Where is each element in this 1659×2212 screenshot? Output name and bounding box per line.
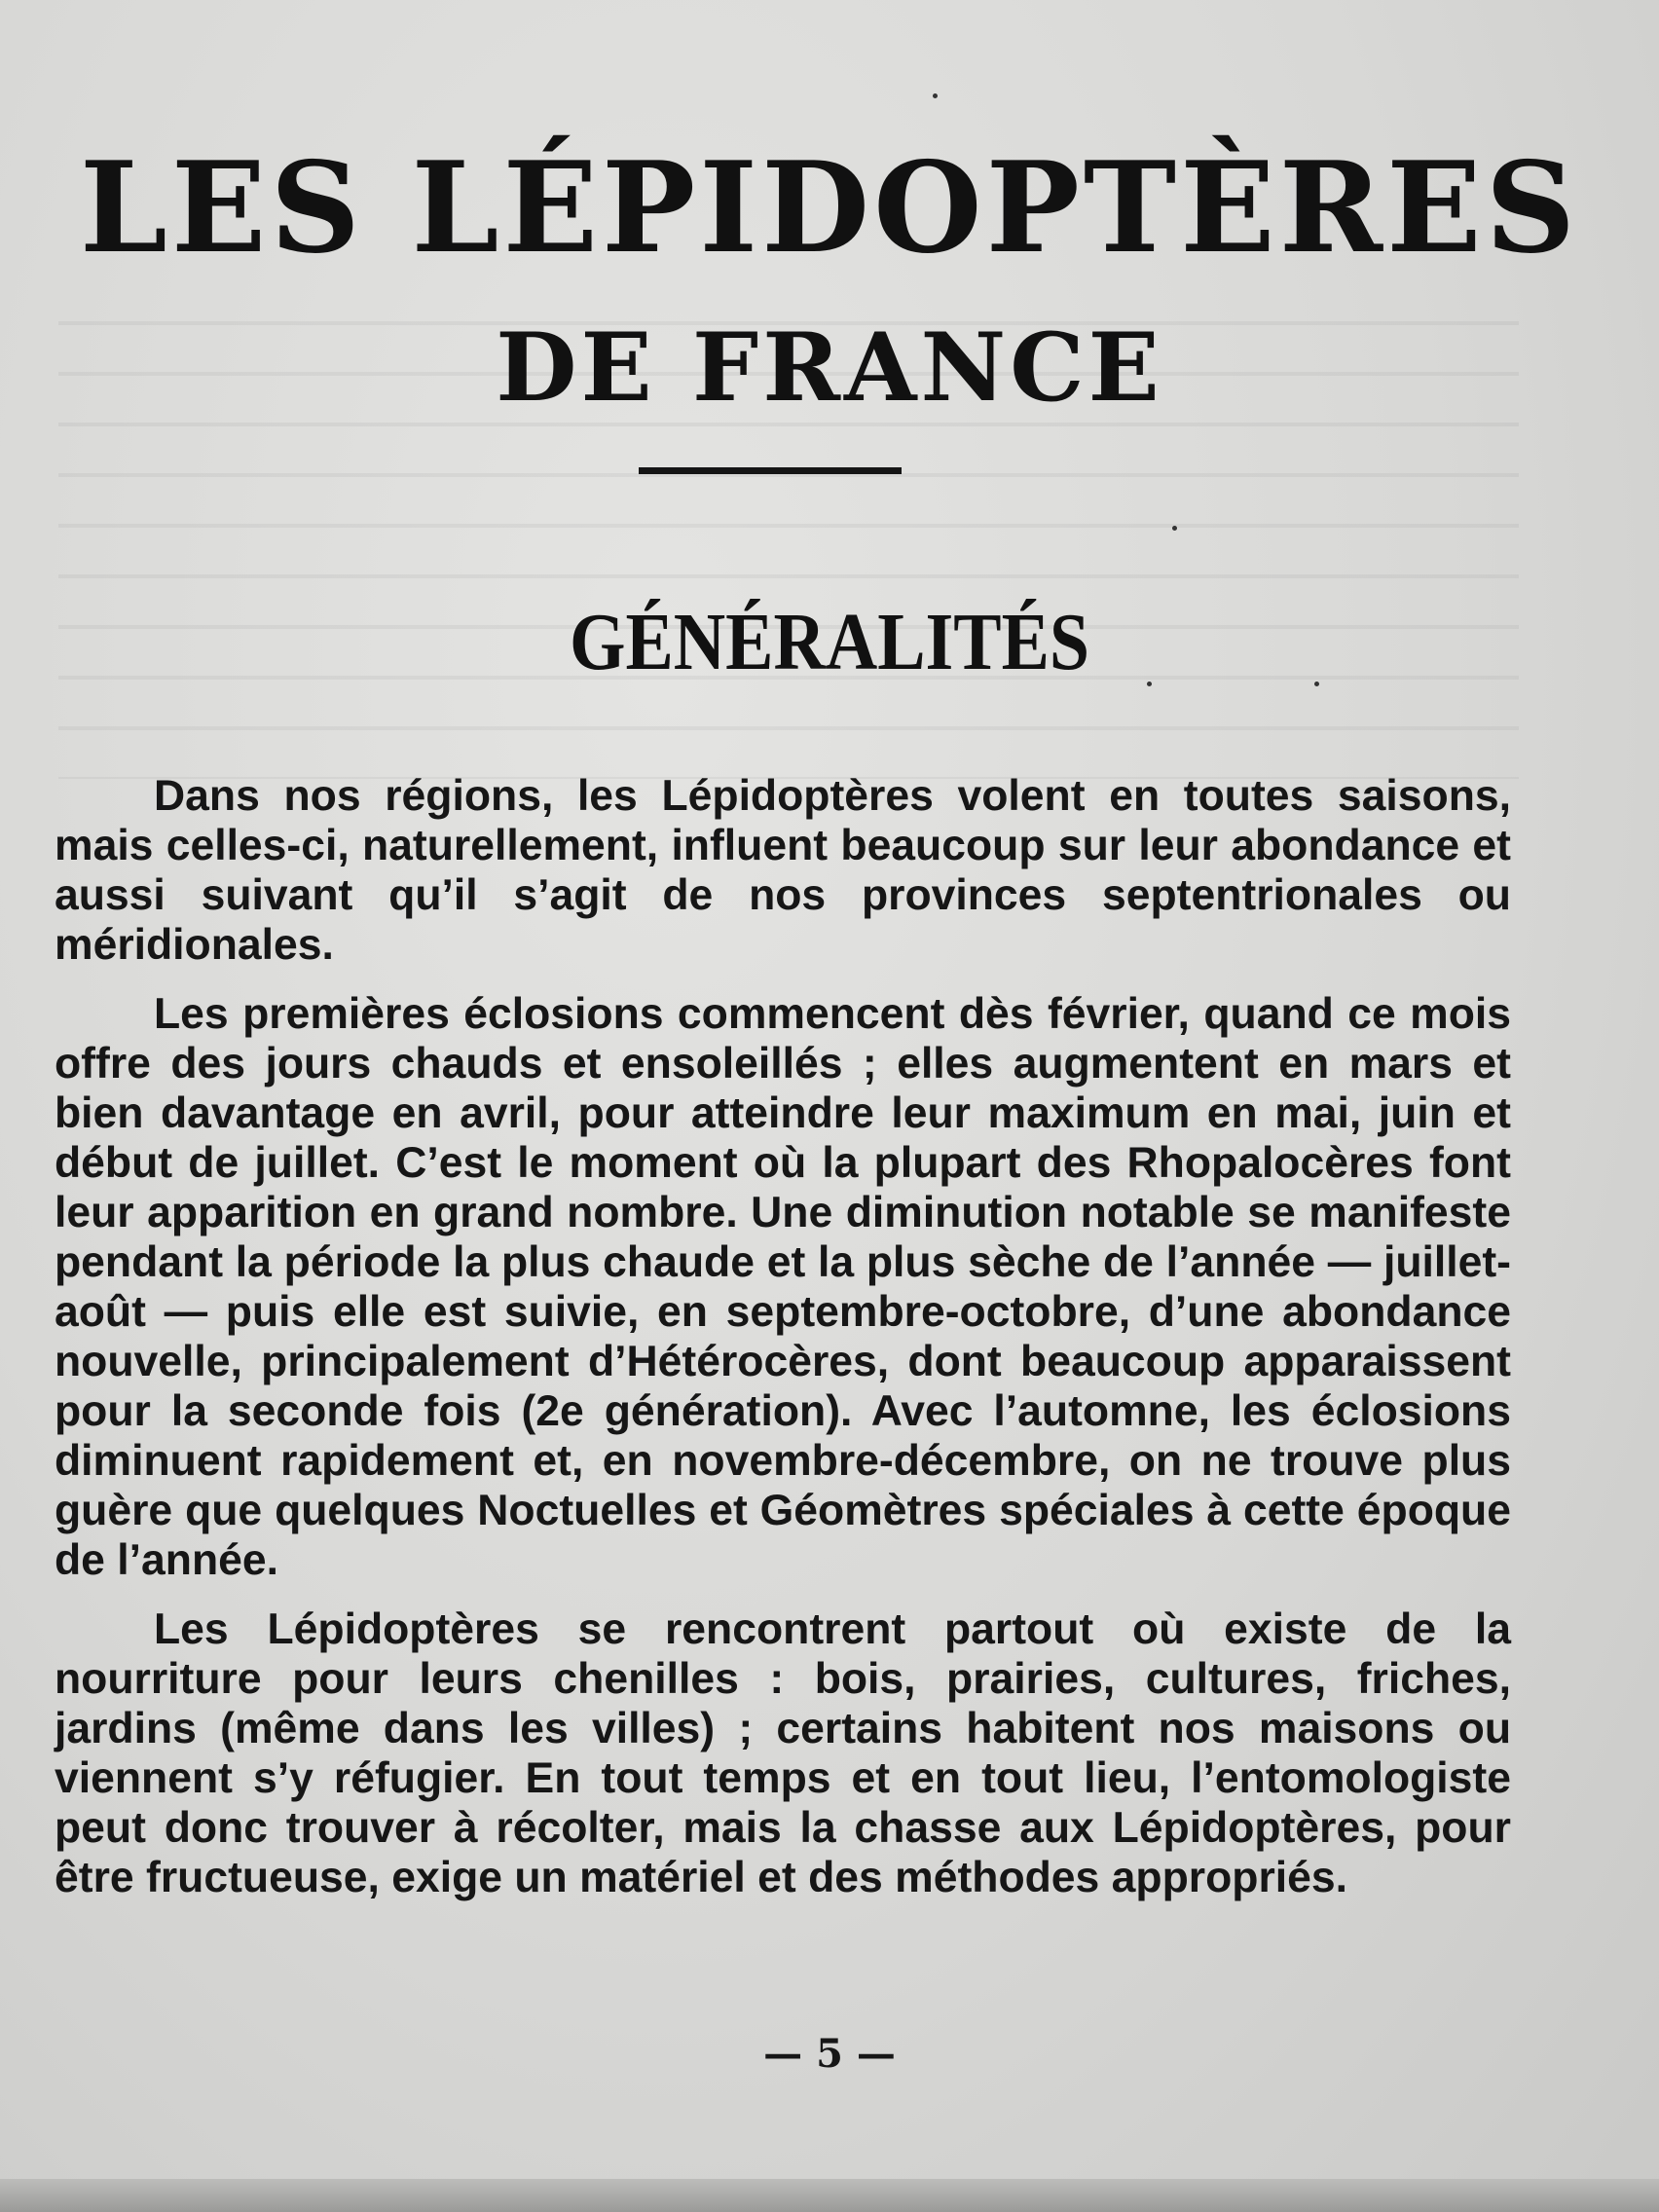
paragraph-2: Les premières éclosions commencent dès février, quand ce mois offre des jours chauds et ensoleillés ; elles augmentent en mars et bien davantage en avril, pour atteindre leur maximum en mai, juin et début de juillet. C’est le moment où la plupart des Rhopalocères font leur apparition en grand nombre. Une diminution notable se manifeste pendant la période la plus chaude et la plus sèche de l’année — juillet-août — puis elle est suivie, en septembre-octobre, d’une abondance nouvelle, principalement d’Hétérocères, dont beaucoup apparaissent pour la seconde fois (2e génération). Avec l’automne, les éclosions diminuent rapidement et, en novembre-décembre, on ne trouve plus guère que quelques Noctuelles et Géomètres spéciales à cette époque de l’année. xyxy=(55,990,1511,1584)
scan-bottom-edge xyxy=(0,2179,1659,2212)
print-speck xyxy=(1147,682,1152,686)
print-speck xyxy=(1314,682,1319,686)
page-number: — 5 — xyxy=(763,2031,896,2077)
book-title: LES LÉPIDOPTÈRES xyxy=(79,135,1580,281)
print-speck xyxy=(933,93,938,98)
print-speck xyxy=(1172,526,1177,531)
book-subtitle: DE FRANCE xyxy=(496,313,1163,423)
section-heading: GÉNÉRALITÉS xyxy=(569,597,1090,687)
body-text xyxy=(55,771,1511,1922)
title-rule xyxy=(639,467,902,474)
paragraph-3: Les Lépidoptères se rencontrent partout où existe de la nourriture pour leurs chenilles : bois, prairies, cultures, friches, jardins (même dans les villes) ; certains habitent nos maisons ou viennent s’y réfugier. En tout temps et en tout lieu, l’entomologiste peut donc trouver à récolter, mais la chasse aux Lépidoptères, pour être fructueuse, exige un matériel et des méthodes appropriés. xyxy=(55,1605,1511,1901)
paragraph-1: Dans nos régions, les Lépidoptères volent en toutes saisons, mais celles-ci, naturellement, influent beaucoup sur leur abondance et aussi suivant qu’il s’agit de nos provinces septentrionales ou méridionales. xyxy=(55,772,1511,969)
